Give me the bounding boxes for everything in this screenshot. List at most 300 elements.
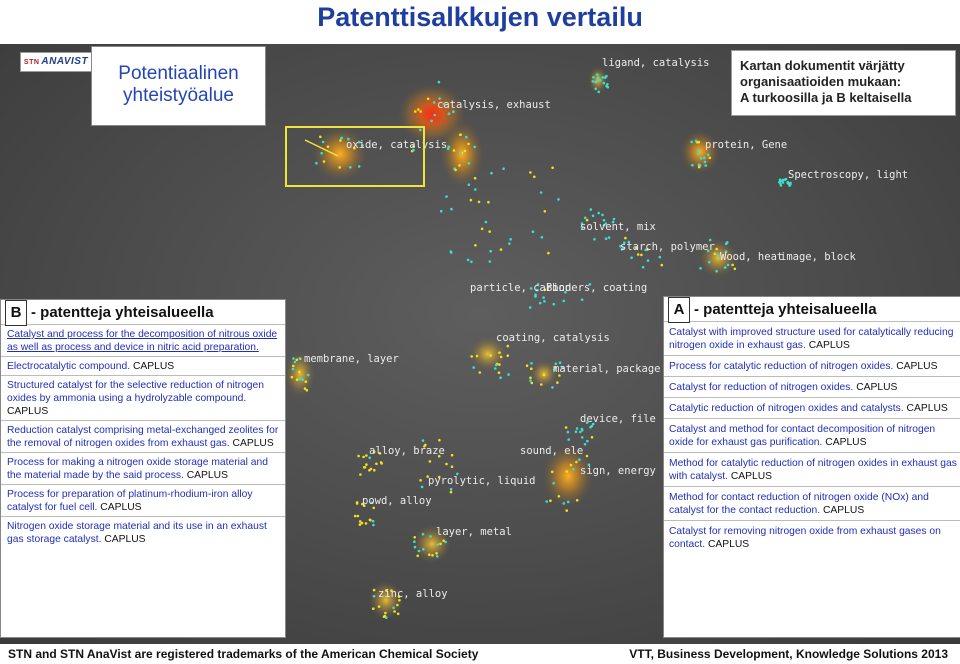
document-dot[interactable] [488,230,491,233]
document-dot[interactable] [465,136,468,139]
document-dot[interactable] [708,261,711,264]
document-dot[interactable] [436,543,439,546]
patent-title[interactable]: Catalyst for removing nitrogen oxide from exhaust gases on contact. [669,526,941,550]
label-powd-alloy[interactable]: powd, alloy [362,495,432,507]
patent-list-item[interactable] [664,397,960,418]
document-dot[interactable] [433,114,436,117]
document-dot[interactable] [476,355,479,358]
patent-title[interactable]: Method for contact reduction of nitrogen oxide (NOx) and catalyst for the contact reduction. [669,492,929,516]
document-dot[interactable] [453,149,456,152]
document-dot[interactable] [785,178,788,181]
document-dot[interactable] [451,454,454,457]
label-device[interactable]: device, file [580,413,656,425]
panel-a-list [664,321,960,554]
document-dot[interactable] [603,82,606,85]
callout-right-line1: Kartan dokumentit värjätty [740,58,905,73]
patent-title[interactable]: Catalyst and method for contact decomposition of nitrogen oxide for exhaust gas purification. [669,424,936,448]
document-dot[interactable] [592,80,595,83]
patent-list-item[interactable] [1,324,285,356]
document-dot[interactable] [700,157,703,160]
document-dot[interactable] [551,166,554,169]
panel-a-patents [663,296,960,638]
document-dot[interactable] [507,354,510,357]
panel-b-patents [0,299,286,638]
document-dot[interactable] [298,357,301,360]
document-dot[interactable] [417,108,420,111]
document-dot[interactable] [594,88,597,91]
document-dot[interactable] [485,221,488,224]
patent-list-item[interactable] [1,420,285,452]
document-dot[interactable] [529,379,532,382]
document-dot[interactable] [703,157,706,160]
document-dot[interactable] [782,181,785,184]
label-wood[interactable]: Wood, heat [720,251,784,263]
document-dot[interactable] [380,462,383,465]
document-dot[interactable] [704,161,707,164]
patent-list-item[interactable] [1,452,285,484]
document-dot[interactable] [450,491,453,494]
document-dot[interactable] [590,208,593,211]
document-dot[interactable] [397,613,400,616]
patent-title[interactable]: Process for preparation of platinum-rhodium-iron alloy catalyst for fuel cell. [7,489,253,513]
patent-list-item[interactable] [1,516,285,548]
document-dot[interactable] [470,261,473,264]
panel-b-label: B [5,300,27,326]
document-dot[interactable] [500,248,503,251]
document-dot[interactable] [440,210,443,213]
document-dot[interactable] [458,164,461,167]
document-dot[interactable] [418,550,421,553]
document-dot[interactable] [451,465,454,468]
document-dot[interactable] [450,208,453,211]
document-dot[interactable] [613,218,616,221]
document-dot[interactable] [699,267,702,270]
document-dot[interactable] [608,236,611,239]
document-dot[interactable] [495,364,498,367]
document-dot[interactable] [557,198,560,201]
patent-title[interactable]: Catalyst for reduction of nitrogen oxides. [669,382,854,393]
document-dot[interactable] [647,259,650,262]
document-dot[interactable] [357,455,360,458]
document-dot[interactable] [787,181,790,184]
label-binders[interactable]: Binders, coating [546,282,648,294]
document-dot[interactable] [470,355,473,358]
document-dot[interactable] [780,184,783,187]
document-dot[interactable] [442,539,445,542]
document-dot[interactable] [368,469,371,472]
patent-list-item[interactable] [664,520,960,554]
document-dot[interactable] [570,464,573,467]
document-dot[interactable] [552,482,555,485]
document-dot[interactable] [543,374,546,377]
document-dot[interactable] [637,253,640,256]
document-dot[interactable] [499,376,502,379]
document-dot[interactable] [715,248,718,251]
document-dot[interactable] [489,260,492,263]
document-dot[interactable] [592,215,595,218]
document-dot[interactable] [474,188,477,191]
document-dot[interactable] [298,371,301,374]
document-dot[interactable] [438,439,441,442]
document-dot[interactable] [545,500,548,503]
document-dot[interactable] [709,157,712,160]
document-dot[interactable] [563,300,566,303]
patent-title[interactable]: Structured catalyst for the selective reduction of nitrogen oxides by ammonia using a hydrolyzable compound. [7,380,264,404]
patent-list-item[interactable] [1,375,285,420]
document-dot[interactable] [459,152,462,155]
label-starch[interactable]: starch, polymer [620,241,715,253]
document-dot[interactable] [698,149,701,152]
document-dot[interactable] [597,91,600,94]
document-dot[interactable] [704,164,707,167]
document-dot[interactable] [581,436,584,439]
document-dot[interactable] [468,162,471,165]
document-dot[interactable] [540,383,543,386]
patent-list-item[interactable] [664,321,960,355]
label-ligand[interactable]: ligand, catalysis [602,57,710,69]
document-dot[interactable] [498,351,501,354]
document-dot[interactable] [575,461,578,464]
document-dot[interactable] [500,356,503,359]
document-dot[interactable] [447,147,450,150]
document-dot[interactable] [436,555,439,558]
document-dot[interactable] [464,150,467,153]
document-dot[interactable] [599,79,602,82]
document-dot[interactable] [605,75,608,78]
document-dot[interactable] [509,238,512,241]
document-dot[interactable] [602,76,605,79]
document-dot[interactable] [498,371,501,374]
patent-title[interactable]: Process for making a nitrogen oxide storage material and the material made by the said process. [7,457,268,481]
label-pyrolytic[interactable]: pyrolytic, liquid [428,475,536,487]
document-dot[interactable] [553,303,556,306]
document-dot[interactable] [541,236,544,239]
document-dot[interactable] [450,251,453,254]
document-dot[interactable] [384,612,387,615]
patent-list-item[interactable] [664,452,960,486]
document-dot[interactable] [414,546,417,549]
label-oxide-catalysis[interactable]: oxide, catalysis [346,139,448,151]
document-dot[interactable] [507,373,510,376]
document-dot[interactable] [717,255,720,258]
document-dot[interactable] [372,520,375,523]
document-dot[interactable] [307,374,310,377]
document-dot[interactable] [508,242,511,245]
document-dot[interactable] [396,604,399,607]
document-dot[interactable] [422,548,425,551]
document-dot[interactable] [468,183,471,186]
document-dot[interactable] [429,460,432,463]
document-dot[interactable] [695,140,698,143]
label-material[interactable]: material, package [553,363,661,375]
document-dot[interactable] [596,73,599,76]
document-dot[interactable] [383,615,386,618]
document-dot[interactable] [549,499,552,502]
document-dot[interactable] [576,499,579,502]
patent-source: CAPLUS [808,340,850,351]
document-dot[interactable] [445,463,448,466]
document-dot[interactable] [429,535,432,538]
document-dot[interactable] [581,298,584,301]
document-dot[interactable] [428,553,431,556]
document-dot[interactable] [422,533,425,536]
document-dot[interactable] [507,345,510,348]
document-dot[interactable] [292,365,295,368]
label-layer-metal[interactable]: layer, metal [436,526,512,538]
document-dot[interactable] [593,238,596,241]
document-dot[interactable] [454,169,457,172]
document-dot[interactable] [586,440,589,443]
label-image[interactable]: image, block [780,251,856,263]
document-dot[interactable] [450,488,453,491]
document-dot[interactable] [605,85,608,88]
document-dot[interactable] [362,456,365,459]
document-dot[interactable] [372,524,375,527]
document-dot[interactable] [430,120,433,123]
patent-list-item[interactable] [664,355,960,376]
document-dot[interactable] [304,387,307,390]
document-dot[interactable] [296,359,299,362]
document-dot[interactable] [529,306,532,309]
document-dot[interactable] [779,180,782,183]
document-dot[interactable] [363,466,366,469]
document-dot[interactable] [630,256,633,259]
document-dot[interactable] [478,201,481,204]
document-dot[interactable] [489,250,492,253]
document-dot[interactable] [422,439,425,442]
document-dot[interactable] [494,367,497,370]
document-dot[interactable] [640,254,643,257]
document-dot[interactable] [438,81,441,84]
label-alloy-braze[interactable]: alloy, braze [369,445,445,457]
label-membrane[interactable]: membrane, layer [304,353,399,365]
document-dot[interactable] [392,607,395,610]
document-dot[interactable] [365,454,368,457]
document-dot[interactable] [299,378,302,381]
document-dot[interactable] [698,163,701,166]
document-dot[interactable] [296,378,299,381]
document-dot[interactable] [435,552,438,555]
document-dot[interactable] [427,98,430,101]
patent-source: CAPLUS [186,470,228,481]
document-dot[interactable] [530,362,533,365]
patent-title[interactable]: Process for catalytic reduction of nitrogen oxides. [669,361,894,372]
document-dot[interactable] [419,110,422,113]
patent-source: CAPLUS [104,534,146,545]
document-dot[interactable] [470,199,473,202]
document-dot[interactable] [416,555,419,558]
document-dot[interactable] [547,252,550,255]
patent-title[interactable]: Method for catalytic reduction of nitrogen oxides in exhaust gas with catalyst. [669,458,957,482]
label-sign-energy[interactable]: sign, energy [580,465,656,477]
patent-list-item[interactable] [664,486,960,520]
document-dot[interactable] [479,371,482,374]
document-dot[interactable] [551,386,554,389]
patent-title[interactable]: Electrocatalytic compound. [7,361,131,372]
document-dot[interactable] [597,76,600,79]
document-dot[interactable] [354,515,357,518]
document-dot[interactable] [294,361,297,364]
patent-list-item[interactable] [1,484,285,516]
document-dot[interactable] [539,302,542,305]
document-dot[interactable] [526,364,529,367]
document-dot[interactable] [291,376,294,379]
patent-title[interactable]: Reduction catalyst comprising metal-exchanged zeolites for the removal of nitrogen oxides from exhaust gas. [7,425,279,449]
document-dot[interactable] [489,354,492,357]
document-dot[interactable] [467,259,470,262]
collaboration-area-selection[interactable] [285,126,425,187]
document-dot[interactable] [359,520,362,523]
document-dot[interactable] [359,523,362,526]
document-dot[interactable] [642,266,645,269]
document-dot[interactable] [419,479,422,482]
document-dot[interactable] [533,176,536,179]
document-dot[interactable] [581,428,584,431]
document-dot[interactable] [698,166,701,169]
document-dot[interactable] [439,543,442,546]
label-catalysis-exhaust[interactable]: catalysis, exhaust [437,99,551,111]
document-dot[interactable] [731,264,734,267]
label-protein-gene[interactable]: protein, Gene [705,139,788,151]
document-dot[interactable] [529,171,532,174]
label-zinc-alloy[interactable]: zinc, alloy [378,588,448,600]
patent-title[interactable]: Nitrogen oxide storage material and its use in an exhaust gas storage catalyst. [7,521,267,545]
document-dot[interactable] [373,469,376,472]
document-dot[interactable] [591,436,594,439]
document-dot[interactable] [661,264,664,267]
document-dot[interactable] [565,509,568,512]
document-dot[interactable] [565,426,568,429]
document-dot[interactable] [690,141,693,144]
document-dot[interactable] [565,470,568,473]
document-dot[interactable] [375,463,378,466]
document-dot[interactable] [592,76,595,79]
document-dot[interactable] [292,357,295,360]
document-dot[interactable] [473,146,476,149]
document-dot[interactable] [624,237,627,240]
document-dot[interactable] [586,455,589,458]
document-dot[interactable] [532,230,535,233]
document-dot[interactable] [542,296,545,299]
document-dot[interactable] [575,430,578,433]
document-dot[interactable] [431,554,434,557]
document-dot[interactable] [543,300,546,303]
document-dot[interactable] [530,367,533,370]
document-dot[interactable] [372,607,375,610]
document-dot[interactable] [605,237,608,240]
patent-list-item[interactable] [1,356,285,375]
document-dot[interactable] [378,605,381,608]
patent-source: CAPLUS [100,502,142,513]
document-dot[interactable] [490,172,493,175]
document-dot[interactable] [373,589,376,592]
document-dot[interactable] [659,256,662,259]
document-dot[interactable] [365,522,368,525]
document-dot[interactable] [498,363,501,366]
document-dot[interactable] [551,471,554,474]
document-dot[interactable] [584,217,587,220]
document-dot[interactable] [459,133,462,136]
document-dot[interactable] [558,495,561,498]
document-dot[interactable] [789,182,792,185]
document-dot[interactable] [715,270,718,273]
document-dot[interactable] [534,295,537,298]
document-dot[interactable] [393,610,396,613]
document-dot[interactable] [467,143,470,146]
document-dot[interactable] [563,502,566,505]
document-dot[interactable] [584,443,587,446]
document-dot[interactable] [578,458,581,461]
document-dot[interactable] [572,468,575,471]
document-dot[interactable] [597,212,600,215]
label-spectroscopy[interactable]: Spectroscopy, light [788,169,909,181]
label-particle[interactable]: particle, carbon [470,282,572,294]
document-dot[interactable] [474,177,477,180]
document-dot[interactable] [365,463,368,466]
patent-title[interactable]: Catalyst and process for the decomposition of nitrous oxide as well as process and device in nitric acid preparation. [7,329,278,353]
document-dot[interactable] [487,201,490,204]
document-dot[interactable] [540,191,543,194]
document-dot[interactable] [707,154,710,157]
document-dot[interactable] [726,241,729,244]
label-coating[interactable]: coating, catalysis [496,332,610,344]
document-dot[interactable] [356,502,359,505]
document-dot[interactable] [601,214,604,217]
document-dot[interactable] [472,366,475,369]
document-dot[interactable] [544,210,547,213]
patent-title[interactable]: Catalyst with improved structure used for catalytically reducing nitrogen oxide in exhaust gas. [669,327,954,351]
document-dot[interactable] [421,486,424,489]
document-dot[interactable] [359,473,362,476]
document-dot[interactable] [373,595,376,598]
document-dot[interactable] [697,153,700,156]
document-dot[interactable] [448,112,451,115]
document-dot[interactable] [724,266,727,269]
document-dot[interactable] [433,101,436,104]
document-dot[interactable] [305,380,308,383]
document-dot[interactable] [698,141,701,144]
document-dot[interactable] [734,268,737,271]
patent-title[interactable]: Catalytic reduction of nitrogen oxides and catalysts. [669,403,904,414]
patent-list-item[interactable] [664,418,960,452]
document-dot[interactable] [357,515,360,518]
document-dot[interactable] [369,519,372,522]
document-dot[interactable] [531,382,534,385]
document-dot[interactable] [529,377,532,380]
document-dot[interactable] [413,536,416,539]
document-dot[interactable] [576,427,579,430]
document-dot[interactable] [481,228,484,231]
document-dot[interactable] [591,425,594,428]
label-solvent[interactable]: solvent, mix [580,221,656,233]
document-dot[interactable] [567,501,570,504]
document-dot[interactable] [413,540,416,543]
document-dot[interactable] [301,378,304,381]
document-dot[interactable] [414,110,417,113]
patent-list-item[interactable] [664,376,960,397]
label-sound[interactable]: sound, ele [520,445,584,457]
document-dot[interactable] [474,244,477,247]
document-dot[interactable] [567,438,570,441]
document-dot[interactable] [292,368,295,371]
document-dot[interactable] [502,167,505,170]
document-dot[interactable] [556,381,559,384]
document-dot[interactable] [567,431,570,434]
document-dot[interactable] [594,81,597,84]
document-dot[interactable] [727,264,730,267]
document-dot[interactable] [691,164,694,167]
document-dot[interactable] [445,195,448,198]
